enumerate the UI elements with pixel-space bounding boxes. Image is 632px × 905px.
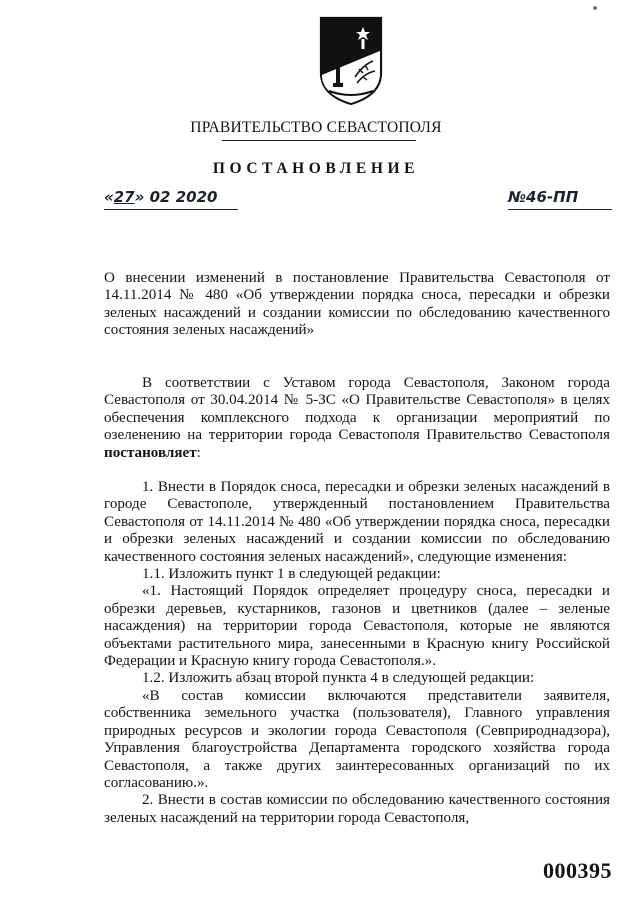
preamble-paragraph <box>104 375 610 462</box>
date-month-year: » 02 2020 <box>134 188 218 206</box>
preamble-tail: : <box>196 444 201 461</box>
number-sign: № <box>508 188 527 206</box>
resolution-items <box>104 479 610 827</box>
preamble <box>104 375 610 462</box>
item-paragraph: 2. Внести в состав комиссии по обследованию качественного состояния зеленых насаждений на территории города Севастополя, <box>104 792 610 826</box>
government-title: ПРАВИТЕЛЬСТВО СЕВАСТОПОЛЯ <box>190 119 442 136</box>
subject-block <box>104 270 610 340</box>
serial-number: 000395 <box>543 858 612 883</box>
document-date <box>104 188 217 206</box>
item-paragraph: «В состав комиссии включаются представители заявителя, собственника земельного участка (пользователя), Главного управления природных ресурсов и экологии города Севастополя (Севприроднадзора), Управления благоустройства Департамента городского хозяйства города Севастополя, а также других заинтересованных организаций по их согласованию.». <box>104 687 610 791</box>
subject-paragraph: О внесении изменений в постановление Правительства Севастополя от 14.11.2014 № 480 «Об утверждении порядка сноса, пересадки и обрезки зеленых насаждений и создании комиссии по обследованию качественного состояния зеленых насаждений» <box>104 270 610 339</box>
preamble-text: В соответствии с Уставом города Севастополя, Законом города Севастополя от 30.04.2014 № 5-ЗС «О Правительстве Севастополя» в целях обеспечения комплексного подхода к организации мероприятий по озеленению на территории города Севастополя Правительство Севастополя <box>104 375 610 444</box>
document-type: ПОСТАНОВЛЕНИЕ <box>212 160 420 177</box>
item-paragraph: 1.1. Изложить пункт 1 в следующей редакции: <box>142 566 441 583</box>
date-day: 27 <box>113 188 135 206</box>
item-paragraph: 1. Внести в Порядок сноса, пересадки и обрезки зеленых насаждений в городе Севастополе, утвержденный постановлением Правительства Севастополя от 14.11.2014 № 480 «Об утверждении порядка сноса, пересадки и обрезки зеленых насаждений и создании комиссии по обследованию качественного состояния зеленых насаждений», следующие изменения: <box>104 479 610 565</box>
scan-dot <box>593 6 597 10</box>
title-underline <box>222 140 416 141</box>
document-number <box>508 188 578 206</box>
item-paragraph: 1.2. Изложить абзац второй пункта 4 в следующей редакции: <box>142 670 535 687</box>
resolves-word: постановляет <box>104 444 197 461</box>
date-quote-open: « <box>104 188 114 206</box>
item-paragraph: «1. Настоящий Порядок определяет процедуру сноса, пересадки и обрезки деревьев, кустарников, газонов и цветников (далее – зеленые насаждения) на территории города Севастополя, которые не являются объектами растительного мира, занесенными в Красную книгу Российской Федерации и Красную книгу города Севастополя.». <box>104 583 610 670</box>
sevastopol-coat-of-arms-icon <box>319 15 383 106</box>
number-value: 46-ПП <box>526 188 579 206</box>
